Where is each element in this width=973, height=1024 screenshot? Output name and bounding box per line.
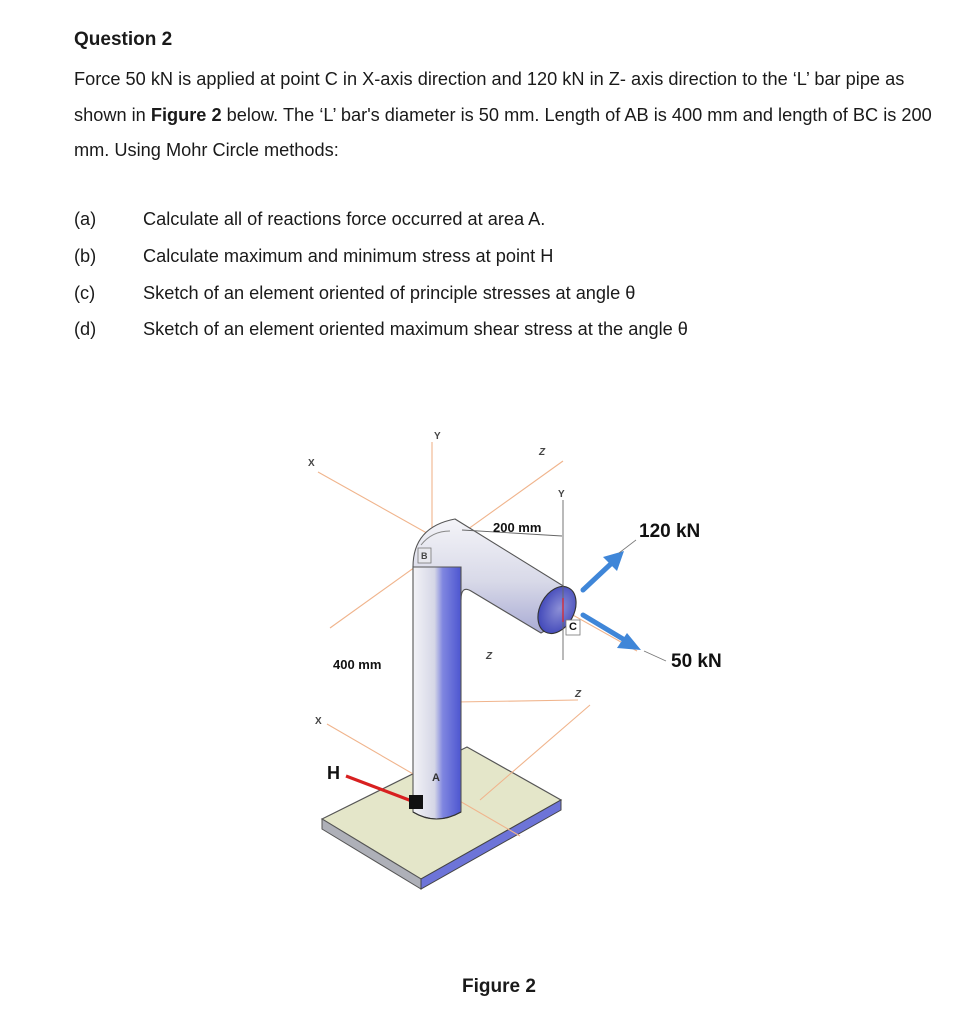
axis-x-top-label: X [308,458,315,469]
intro-text-1: Force 50 kN is applied at point C in X-axis direction and 120 kN in Z- axis direction to the ‘L’ bar pipe as shown in [74,69,905,125]
task-text: Sketch of an element oriented of principle stresses at angle θ [143,283,636,303]
figure-caption: Figure 2 [462,976,536,997]
task-text: Sketch of an element oriented maximum shear stress at the angle θ [143,319,688,339]
task-label: (b) [74,246,97,266]
task-text: Calculate all of reactions force occurred at area A. [143,209,546,229]
task-text: Calculate maximum and minimum stress at point H [143,246,554,266]
point-h-label: H [327,763,340,783]
point-a-label: A [432,772,440,784]
dim-ab-label: 400 mm [333,657,382,672]
force-50kn-label: 50 kN [671,651,722,672]
axis-y-c-label: Y [558,489,565,500]
point-c-label: C [569,621,577,633]
force-120kn-label: 120 kN [639,521,701,542]
task-label: (c) [74,283,96,303]
leader-50kn [644,651,666,661]
axis-z-mid-label: Z [486,651,493,662]
figure-reference: Figure 2 [150,104,222,125]
force-arrow-120kn [583,551,624,590]
axis-y-top-label: Y [434,431,441,442]
axis-x-low-label: X [315,716,322,727]
leader-120kn [619,540,636,553]
force-arrow-50kn [583,615,641,650]
dim-bc-label: 200 mm [493,520,542,535]
question-title: Question 2 [74,29,173,50]
task-label: (a) [74,209,97,229]
axis-z-low-label: Z [575,689,582,700]
task-label: (d) [74,319,97,339]
intro-text-2: below. The ‘L’ bar's diameter is 50 mm. Length of AB is 400 mm and length of BC is 200 mm. Using Mohr Circle methods: [74,104,932,160]
point-b-label: B [421,551,428,561]
axis-z-top-label: Z [539,447,546,458]
